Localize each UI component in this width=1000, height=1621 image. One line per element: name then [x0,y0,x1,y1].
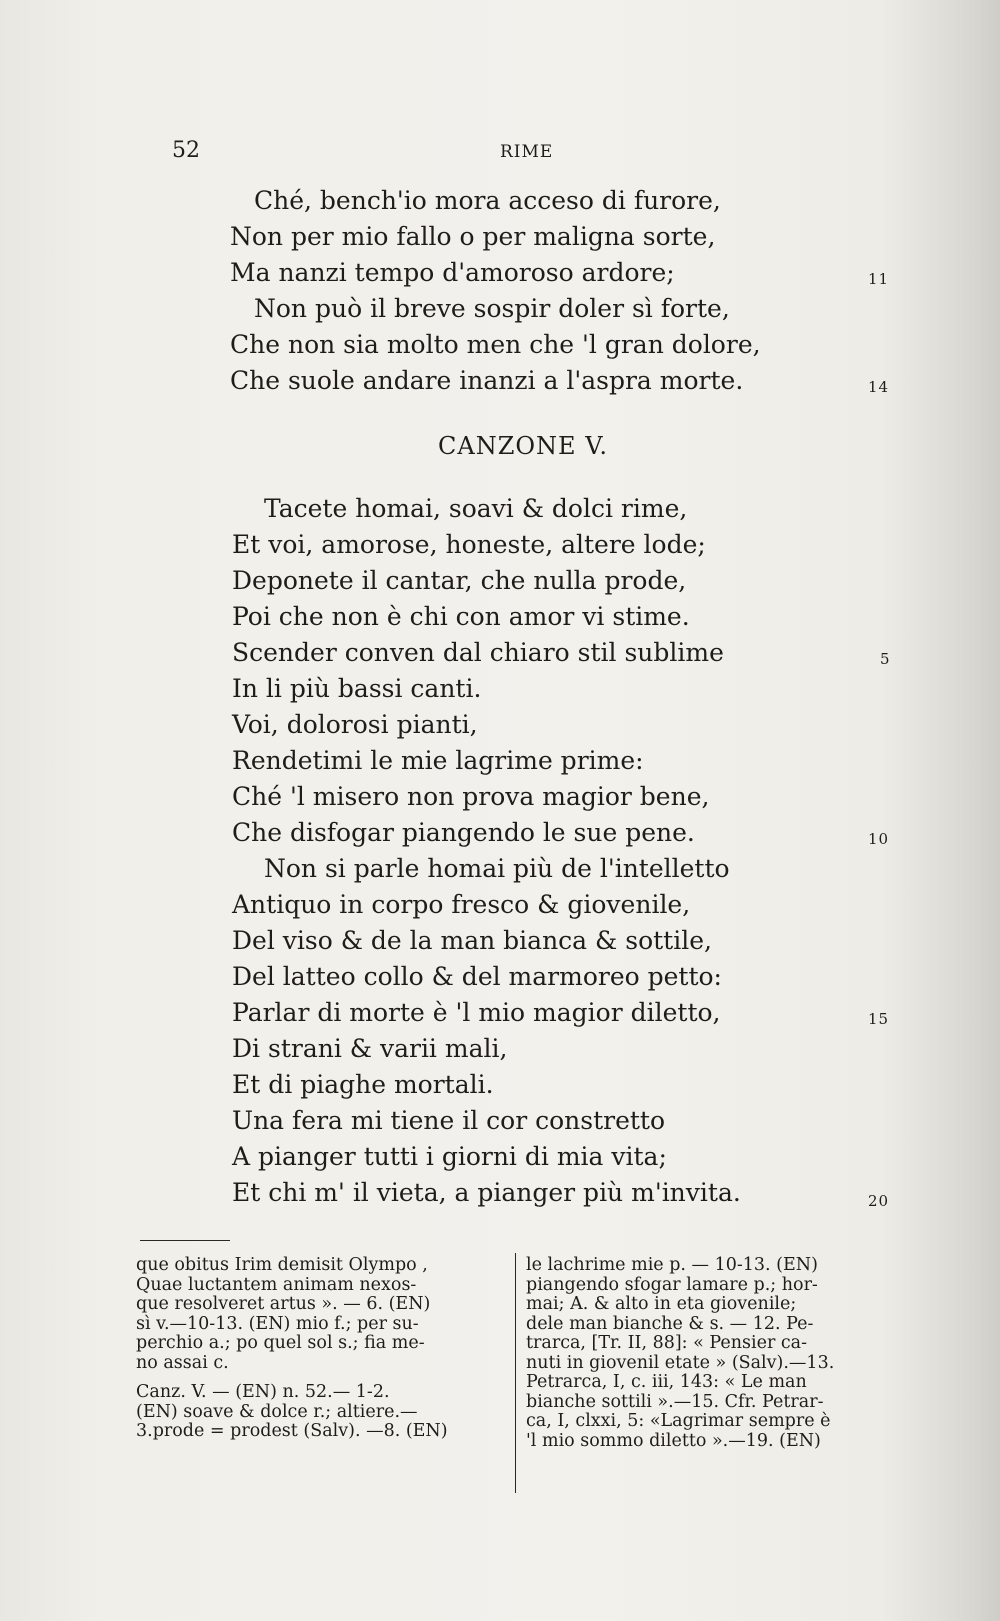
footnote-line: que obitus Irim demisit Olympo , [136,1255,428,1275]
footnote-line: piangendo sfogar lamare p.; hor- [526,1274,818,1295]
footnote-line: bianche sottili ».—15. Cfr. Petrar- [526,1391,824,1412]
running-title: RIME [500,142,554,162]
footnote-line: no assai c. [136,1352,229,1373]
line-number: 5 [880,650,891,668]
line-number: 15 [868,1010,890,1028]
line-number: 14 [868,378,890,396]
footnote-line: dele man bianche & s. — 12. Pe- [526,1313,814,1334]
footnote-line: le lachrime mie p. — 10-13. (EN) [526,1255,818,1275]
line-number: 10 [868,830,890,848]
footnote-line: Quae luctantem animam nexos- [136,1274,417,1295]
footnote-line: sì v.—10-13. (EN) mio f.; per su- [136,1313,419,1334]
footnotes-right [526,1256,896,1451]
footnote-line: trarca, [Tr. II, 88]: « Pensier ca- [526,1333,808,1353]
footnote-line: Petrarca, I, c. iii, 143: « Le man [526,1372,807,1392]
footnote-line: que resolveret artus ». — 6. (EN) [136,1294,431,1314]
footnote-line: perchio a.; po quel sol s.; fia me- [136,1333,425,1353]
footnote-line: 'l mio sommo diletto ».—19. (EN) [526,1430,821,1451]
footnote-line: nuti in giovenil etate » (Salv).—13. [526,1352,835,1373]
footnotes-left [136,1256,506,1442]
running-head [0,138,1000,168]
footnote-rule [140,1240,230,1241]
column-divider [515,1253,516,1493]
footnote-line: Canz. V. — (EN) n. 52.— 1-2. [136,1382,390,1402]
line-number: 11 [868,270,890,288]
footnote-line: ca, I, clxxi, 5: «Lagrimar sempre è [526,1411,831,1431]
canzone-title: CANZONE V. [438,432,608,460]
footnote-line: mai; A. & alto in eta giovenile; [526,1294,797,1314]
book-page: 52 RIME Ché, bench'io mora acceso di furore, Non per mio fallo o per maligna sorte, Ma nanzi tempo d'amoroso ardore; 11 Non può il breve sospir doler sì forte, Che non sia molto men che 'l gran dolore, Che suole andare inanzi a l'aspra morte. 14 CANZONE V. Tacete homai, soavi & dolci rime, Et voi, amorose, honeste, altere lode; Deponete il cantar, che nulla prode, Poi che non è chi con amor vi stime. Scender conven dal chiaro stil sublime 5 In li più bassi canti. Voi, dolorosi pianti, Rendetimi le mie lagrime prime: Ché 'l misero non prova magior bene, Che disfogar piangendo le sue pene. 10 Non si parle homai più de l'intelletto Antiquo in corpo fresco & giovenile, Del viso & de la man bianca & sottile, Del latteo collo & del marmoreo petto: Parlar di morte è 'l mio magior diletto, 15 Di strani & varii mali, Et di piaghe mortali. Una fera mi tiene il cor constretto A pianger tutti i giorni di mia vita; Et chi m' il vieta, a pianger più m'invita. 20 que obitus Irim demisit Olympo , Quae luctantem animam nexos- que resolveret artus ». — 6. (EN) sì v.—10-13. (EN) mio f.; per su- perchio a.; po quel sol s.; fia me- no assai c. Canz. V. — (EN) n. 52.— 1-2. (EN) soave & dolce r.; altiere.— 3.prode = prodest (Salv). —8. (EN) le lachrime mie p. — 10-13. (EN) piangendo sfogar lamare p.; hor- mai; A. & alto in eta giovenile; dele man bianche & s. — 12. Pe- trarca, [Tr. II, 88]: « Pensier ca- nuti in giovenil etate » (Salv).—13. Petrarca, I, c. iii, 143: « Le man bianche sottili ».—15. Cfr. Petrar- ca, I, clxxi, 5: «Lagrimar sempre è 'l mio sommo diletto ».—19. (EN) [0,0,1000,1621]
page-number: 52 [172,138,200,163]
footnote-line: (EN) soave & dolce r.; altiere.— [136,1401,418,1422]
line-number: 20 [868,1192,890,1210]
footnote-line: 3.prode = prodest (Salv). —8. (EN) [136,1421,448,1441]
